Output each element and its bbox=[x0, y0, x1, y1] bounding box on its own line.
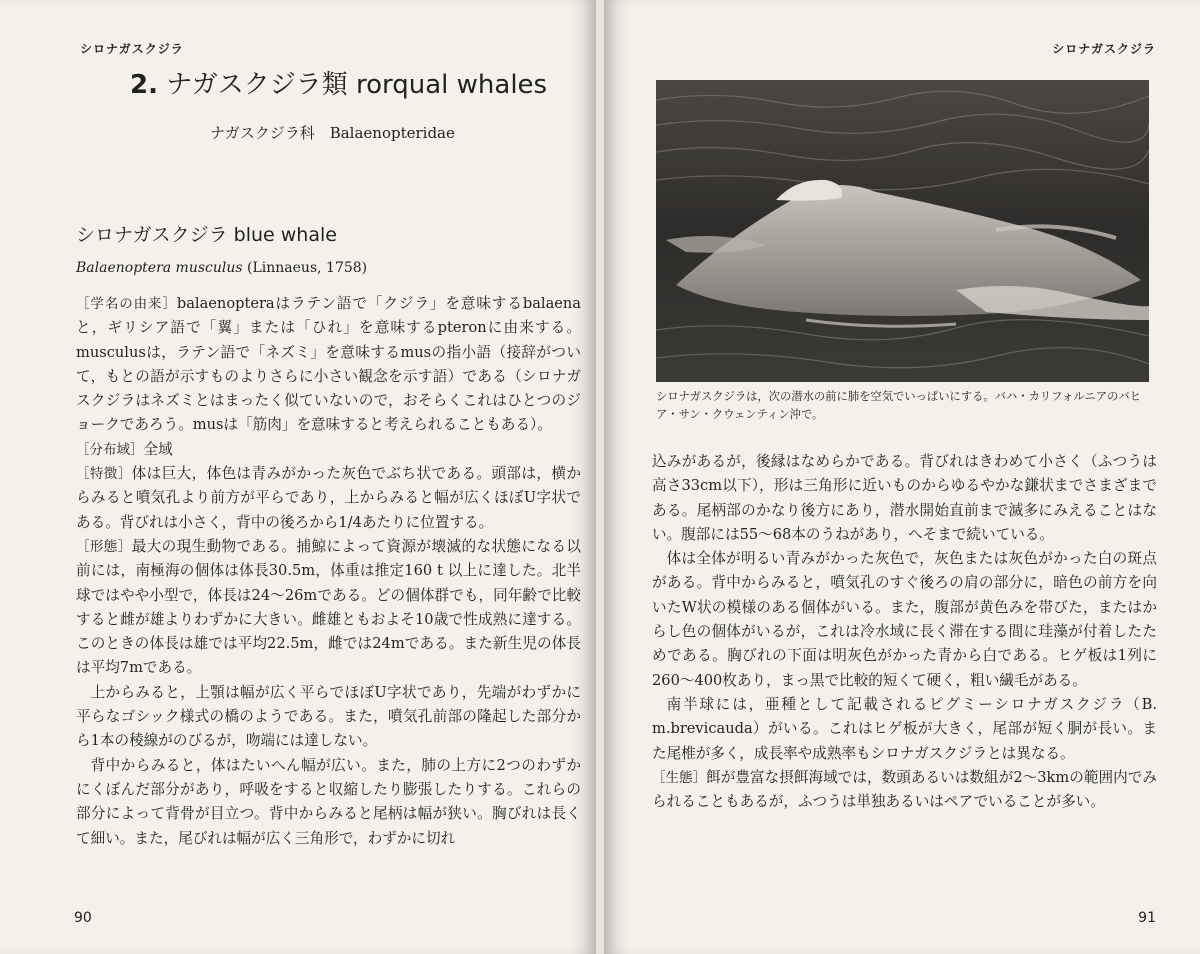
chapter-title bbox=[130, 64, 547, 101]
section-ecology bbox=[652, 766, 1157, 815]
section-morphology bbox=[76, 535, 581, 681]
paragraph: 背中からみると，体はたいへん幅が広い。また，肺の上方に2つのわずかにくぼんだ部分があり，呼吸をすると収縮したり膨張したりする。これらの部分によって背骨が目立つ。背中からみると尾柄は幅が狭い。胸びれは長くて細い。また，尾びれは幅が広く三角形で，わずかに切れ bbox=[76, 756, 581, 847]
species-heading: シロナガスクジラ blue whale bbox=[76, 224, 337, 246]
right-page bbox=[604, 0, 1200, 954]
photo-caption: シロナガスクジラは，次の潜水の前に肺を空気でいっぱいにする。バハ・カリフォルニアのバヒア・サン・クウェンティン沖で。 bbox=[656, 390, 1141, 421]
page-number: 90 bbox=[74, 910, 92, 926]
chapter-title-text: ナガスクジラ類 rorqual whales bbox=[166, 70, 548, 100]
left-body-text bbox=[76, 292, 581, 851]
whale-photo-image bbox=[656, 80, 1149, 382]
section-text: 全域 bbox=[143, 440, 173, 458]
binomial: Balaenoptera musculus bbox=[76, 260, 243, 276]
page-number: 91 bbox=[1138, 910, 1156, 926]
section-label: ［分布域］ bbox=[76, 441, 144, 458]
section-text: balaenopteraはラテン語で「クジラ」を意味するbalaenaと，ギリシア語で「翼」または「ひれ」を意味するpteronに由来する。musculusは，ラテン語で「ネズミ」を意味するmusの指小語（接辞がついて，もとの語が示すものよりさらに小さい観念を示す語）である（シロナガスクジラはネズミとはまったく似ていないので，おそらくこれはひとつのジョークであろう。musは「筋肉」を意味すると考えられることもある）。 bbox=[76, 295, 582, 434]
section-label: ［学名の由来］ bbox=[76, 296, 177, 312]
whale-photo bbox=[656, 80, 1149, 382]
paragraph: 体は全体が明るい青みがかった灰色で，灰色または灰色がかった白の斑点がある。背中からみると，噴気孔のすぐ後ろの肩の部分に，暗色の前方を向いたW状の模様のある個体がいる。また，腹部が黄色みを帯びた，またはからし色の個体がいるが，これは冷水域に長く滞在する間に珪藻が付着したためである。胸びれの下面は明灰色がかった青から白である。ヒゲ板は1列に260～400枚あり，まっ黒で比較的短くて硬く，粗い繊毛がある。 bbox=[652, 550, 1157, 689]
left-page bbox=[0, 0, 596, 954]
section-text: 最大の現生動物である。捕鯨によって資源が壊滅的な状態になる以前には，南極海の個体は体長30.5m，体重は推定160 t 以上に達した。北半球ではやや小型で，体長は24～26mである。どの個体群でも，同年齢で比較すると雌が雄よりわずかに大きい。雌雄ともおよそ10歳で性成熟に達する。このときの体長は雄では平均22.5m，雌では24mである。また新生児の体長は平均7mである。 bbox=[76, 537, 581, 677]
paragraph: 込みがあるが，後縁はなめらかである。背びれはきわめて小さく（ふつうは高さ33cm以下），形は三角形に近いものからゆるやかな鎌状までさまざまである。尾柄部のかなり後方にあり，潜水開始直前まで滅多にみえることはない。腹部には55～68本のうねがあり，へそまで続いている。 bbox=[652, 453, 1157, 543]
section-text: 餌が豊富な摂餌海域では，数頭あるいは数組が2～3kmの範囲内でみられることもあるが，ふつうは単独あるいはペアでいることが多い。 bbox=[652, 768, 1157, 811]
family-line: ナガスクジラ科 Balaenopteridae bbox=[210, 124, 455, 142]
section-text: 体は巨大，体色は青みがかった灰色でぶち状である。頭部は，横からみると噴気孔より前方が平らであり，上からみると幅が広くほぼU字状である。背びれは小さく，背中の後ろから1/4あたりに位置する。 bbox=[76, 465, 582, 531]
running-head: シロナガスクジラ bbox=[1052, 42, 1156, 56]
section-label: ［特徴］ bbox=[76, 466, 132, 483]
section-features bbox=[76, 462, 581, 535]
authority: (Linnaeus, 1758) bbox=[242, 260, 368, 276]
paragraph: 南半球には，亜種として記載されるピグミーシロナガスクジラ（B. m.brevicauda）がいる。これはヒゲ板が大きく，尾部が短く胴が長い。また尾椎が多く，成長率や成熟率もシロナガスクジラとは異なる。 bbox=[652, 695, 1157, 762]
chapter-number: 2. bbox=[130, 70, 158, 100]
running-head: シロナガスクジラ bbox=[80, 42, 184, 56]
section-etymology bbox=[76, 292, 581, 438]
scientific-name bbox=[76, 260, 367, 276]
section-label: ［生態］ bbox=[652, 769, 707, 786]
section-label: ［形態］ bbox=[76, 538, 132, 555]
section-distribution bbox=[76, 438, 581, 462]
right-body-text bbox=[652, 450, 1157, 814]
paragraph: 上からみると，上顎は幅が広く平らでほぼU字状であり，先端がわずかに平らなゴシック様式の橋のようである。また，噴気孔前部の隆起した部分から1本の稜線がのびるが，吻端には達しない。 bbox=[76, 683, 581, 750]
